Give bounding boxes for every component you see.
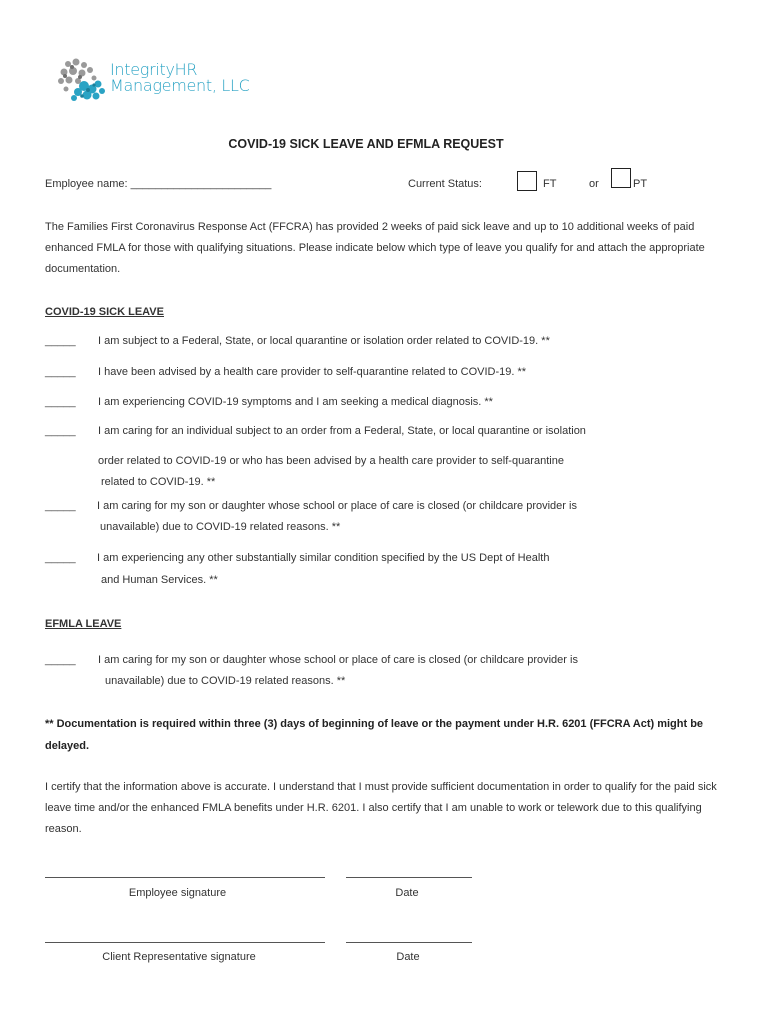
company-name-line1: IntegrityHR bbox=[110, 60, 198, 79]
sick-leave-blank-6[interactable]: _____ bbox=[45, 552, 76, 564]
efmla-item-1-line2: unavailable) due to COVID-19 related reasons. ** bbox=[105, 675, 346, 687]
company-name bbox=[110, 62, 250, 94]
documentation-note: ** Documentation is required within three (3) days of beginning of leave or the payment under H.R. 6201 (FFCRA Act) might be delayed. bbox=[45, 718, 704, 752]
or-label: or bbox=[589, 178, 599, 190]
employee-name-field[interactable]: Employee name: _______________________ bbox=[45, 178, 272, 190]
efmla-heading: EFMLA LEAVE bbox=[45, 618, 122, 630]
pt-checkbox[interactable] bbox=[611, 168, 631, 188]
client-signature-line[interactable] bbox=[45, 942, 325, 943]
employee-signature-line[interactable] bbox=[45, 877, 325, 878]
intro-paragraph: The Families First Coronavirus Response Act (FFCRA) has provided 2 weeks of paid sick leave and up to 10 additional weeks of paid enhanced FMLA for those with qualifying situations. Please indicate below which type of leave you qualify for and attach the appropriate documentation. bbox=[45, 221, 705, 275]
efmla-item-1-line1: I am caring for my son or daughter whose school or place of care is closed (or childcare provider is bbox=[98, 654, 578, 666]
sick-leave-blank-4[interactable]: _____ bbox=[45, 425, 76, 437]
sick-leave-item-4-line1: I am caring for an individual subject to an order from a Federal, State, or local quarantine or isolation bbox=[98, 425, 586, 437]
date-line-1[interactable] bbox=[346, 877, 472, 878]
sick-leave-blank-2[interactable]: _____ bbox=[45, 366, 76, 378]
sick-leave-blank-5[interactable]: _____ bbox=[45, 500, 76, 512]
company-name-line2: Management, LLC bbox=[110, 76, 250, 95]
sick-leave-item-4-line3: related to COVID-19. ** bbox=[101, 476, 216, 488]
certification-paragraph: I certify that the information above is accurate. I understand that I must provide sufficient documentation in order to qualify for the paid sick leave time and/or the enhanced FMLA benefits under H.R. 6201. I also certify that I am unable to work or telework due to this qualifying reason. bbox=[45, 781, 717, 835]
form-title: COVID-19 SICK LEAVE AND EFMLA REQUEST bbox=[228, 137, 504, 151]
sick-leave-item-5-line1: I am caring for my son or daughter whose school or place of care is closed (or childcare provider is bbox=[97, 500, 577, 512]
sick-leave-item-4-line2: order related to COVID-19 or who has been advised by a health care provider to self-quarantine bbox=[98, 455, 564, 467]
sick-leave-item-2: I have been advised by a health care provider to self-quarantine related to COVID-19. ** bbox=[98, 366, 527, 378]
current-status-label: Current Status: bbox=[408, 178, 482, 190]
sick-leave-blank-3[interactable]: _____ bbox=[45, 396, 76, 408]
client-signature-label: Client Representative signature bbox=[102, 951, 256, 963]
sick-leave-item-1: I am subject to a Federal, State, or local quarantine or isolation order related to COVID-19. ** bbox=[98, 335, 550, 347]
sick-leave-item-6-line2: and Human Services. ** bbox=[101, 574, 218, 586]
date-line-2[interactable] bbox=[346, 942, 472, 943]
sick-leave-heading: COVID-19 SICK LEAVE bbox=[45, 306, 164, 318]
efmla-blank-1[interactable]: _____ bbox=[45, 654, 76, 666]
date-label-2: Date bbox=[396, 951, 420, 963]
sick-leave-item-6-line1: I am experiencing any other substantially similar condition specified by the US Dept of Health bbox=[97, 552, 550, 564]
sick-leave-item-5-line2: unavailable) due to COVID-19 related reasons. ** bbox=[100, 521, 341, 533]
ft-label: FT bbox=[543, 178, 557, 190]
pt-label: PT bbox=[633, 178, 648, 190]
employee-signature-label: Employee signature bbox=[128, 887, 227, 899]
company-logo-icon bbox=[54, 56, 110, 104]
ft-checkbox[interactable] bbox=[517, 171, 537, 191]
date-label-1: Date bbox=[395, 887, 419, 899]
sick-leave-blank-1[interactable]: _____ bbox=[45, 335, 76, 347]
sick-leave-item-3: I am experiencing COVID-19 symptoms and I am seeking a medical diagnosis. ** bbox=[98, 396, 493, 408]
